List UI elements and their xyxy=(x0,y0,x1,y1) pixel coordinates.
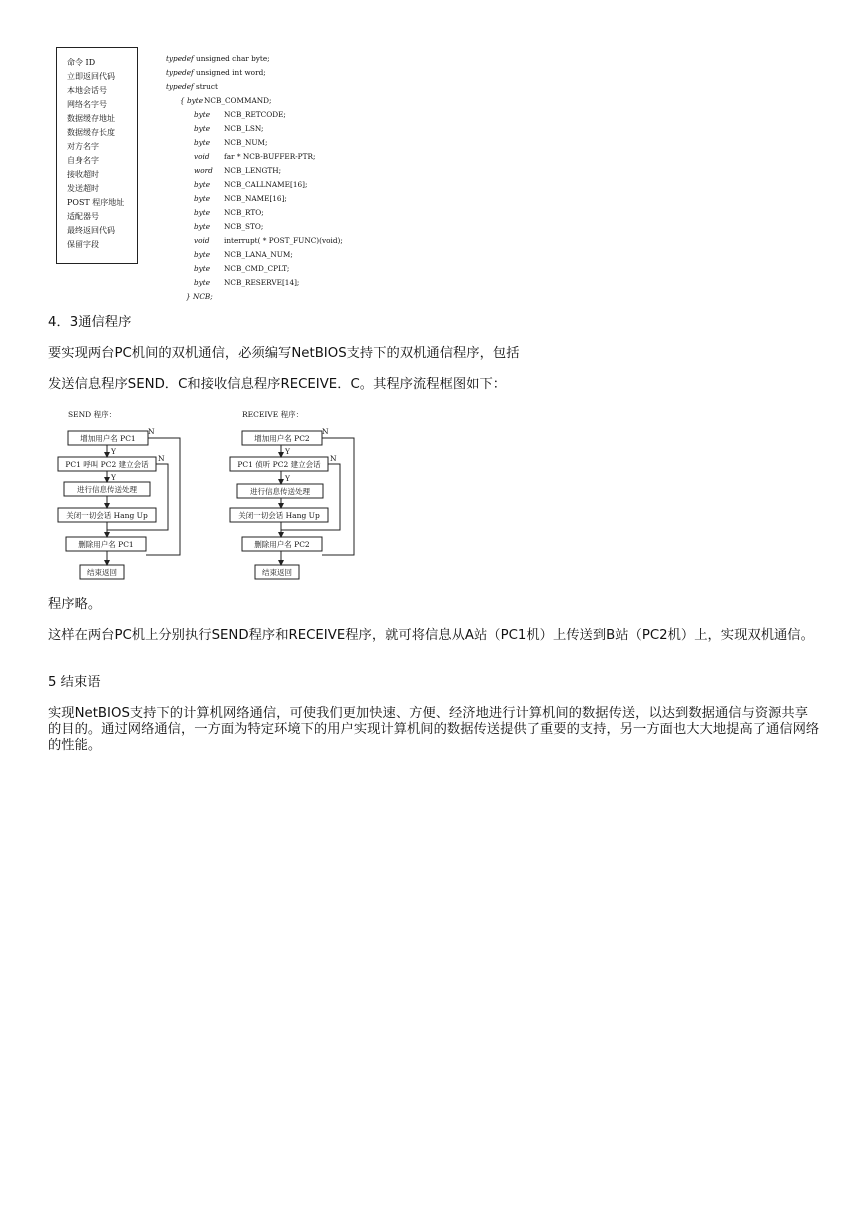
ncb-field: 数据缓存长度 xyxy=(67,128,115,137)
ncb-field: 立即返回代码 xyxy=(67,72,115,81)
receive-step: PC1 侦听 PC2 建立会话 xyxy=(237,460,321,469)
code-line: byte NCB_NUM; xyxy=(194,138,268,147)
ncb-field-table xyxy=(56,47,138,264)
no-label: N xyxy=(322,427,329,436)
section-heading-5: 5 结束语 xyxy=(48,675,101,690)
paragraph: 这样在两台PC机上分别执行SEND程序和RECEIVE程序，就可将信息从A站（PC1机）上传送到B站（PC2机）上，实现双机通信。 xyxy=(48,628,814,643)
no-label: N xyxy=(158,454,165,463)
flowchart-figure xyxy=(50,405,370,585)
code-line: byte NCB_RETCODE; xyxy=(194,110,286,119)
code-line: byte NCB_STO; xyxy=(194,222,264,231)
ncb-field: 数据缓存地址 xyxy=(67,114,115,123)
no-label: N xyxy=(330,454,337,463)
code-line: byte NCB_NAME[16]; xyxy=(194,194,287,203)
paragraph: 实现NetBIOS支持下的计算机网络通信，可使我们更加快速、方便、经济地进行计算机间的数据传送，以达到数据通信与资源共享的目的。通过网络通信，一方面为特定环境下的用户实现计算机间的数据传送提供了重要的支持，另一方面也大大地提高了通信网络的性能。 xyxy=(48,706,820,753)
ncb-field: 自身名字 xyxy=(67,156,99,165)
section-heading-4-3: 4．3通信程序 xyxy=(48,315,132,330)
receive-step: 增加用户名 PC2 xyxy=(254,434,310,443)
code-line: byte NCB_LANA_NUM; xyxy=(194,250,293,259)
yes-label: Y xyxy=(111,447,116,456)
code-line: typedef unsigned int word; xyxy=(166,68,266,77)
send-step: 关闭一切会话 Hang Up xyxy=(66,511,148,520)
code-line: byte NCB_LSN; xyxy=(194,124,264,133)
code-line: typedef unsigned char byte; xyxy=(166,54,270,63)
no-label: N xyxy=(148,427,155,436)
receive-flow-title: RECEIVE 程序： xyxy=(242,410,304,419)
send-step: 结束返回 xyxy=(87,568,117,577)
ncb-field: 最终返回代码 xyxy=(67,226,115,235)
code-line: word NCB_LENGTH; xyxy=(194,166,282,175)
receive-step: 删除用户名 PC2 xyxy=(254,540,310,549)
send-step: PC1 呼叫 PC2 建立会话 xyxy=(65,460,149,469)
paragraph: 程序略。 xyxy=(48,597,102,612)
yes-label: Y xyxy=(285,474,290,483)
ncb-field: 对方名字 xyxy=(67,142,99,151)
paragraph: 要实现两台PC机间的双机通信，必须编写NetBIOS支持下的双机通信程序，包括 xyxy=(48,346,520,361)
ncb-field: POST 程序地址 xyxy=(67,198,125,207)
ncb-field: 接收超时 xyxy=(67,170,99,179)
ncb-field: 网络名字号 xyxy=(67,100,107,109)
ncb-struct-code xyxy=(166,54,366,304)
ncb-field: 适配器号 xyxy=(67,212,99,221)
code-line: { byteNCB_COMMAND; xyxy=(180,96,272,105)
code-line: byte NCB_CMD_CPLT; xyxy=(194,264,290,273)
receive-step: 结束返回 xyxy=(262,568,292,577)
send-step: 进行信息传送处理 xyxy=(77,485,137,494)
receive-step: 关闭一切会话 Hang Up xyxy=(238,511,320,520)
send-flow-title: SEND 程序： xyxy=(68,410,117,419)
send-step: 增加用户名 PC1 xyxy=(80,434,136,443)
ncb-field: 命令 ID xyxy=(67,58,96,67)
send-step: 删除用户名 PC1 xyxy=(78,540,134,549)
ncb-field: 发送超时 xyxy=(67,184,99,193)
ncb-field: 保留字段 xyxy=(67,240,99,249)
code-line: typedef struct xyxy=(166,82,218,91)
paragraph: 发送信息程序SEND．C和接收信息程序RECEIVE．C。其程序流程框图如下： xyxy=(48,377,507,392)
receive-step: 进行信息传送处理 xyxy=(250,487,310,496)
code-line: void far * NCB-BUFFER-PTR; xyxy=(194,152,316,161)
code-line: byte NCB_CALLNAME[16]; xyxy=(194,180,308,189)
yes-label: Y xyxy=(111,473,116,482)
yes-label: Y xyxy=(285,447,290,456)
ncb-field: 本地会话号 xyxy=(67,86,107,95)
code-line: byte NCB_RESERVE[14]; xyxy=(194,278,300,287)
code-line: } NCB; xyxy=(186,292,213,301)
code-line: void interrupt( * POST_FUNC)(void); xyxy=(194,236,343,245)
code-line: byte NCB_RTO; xyxy=(194,208,264,217)
